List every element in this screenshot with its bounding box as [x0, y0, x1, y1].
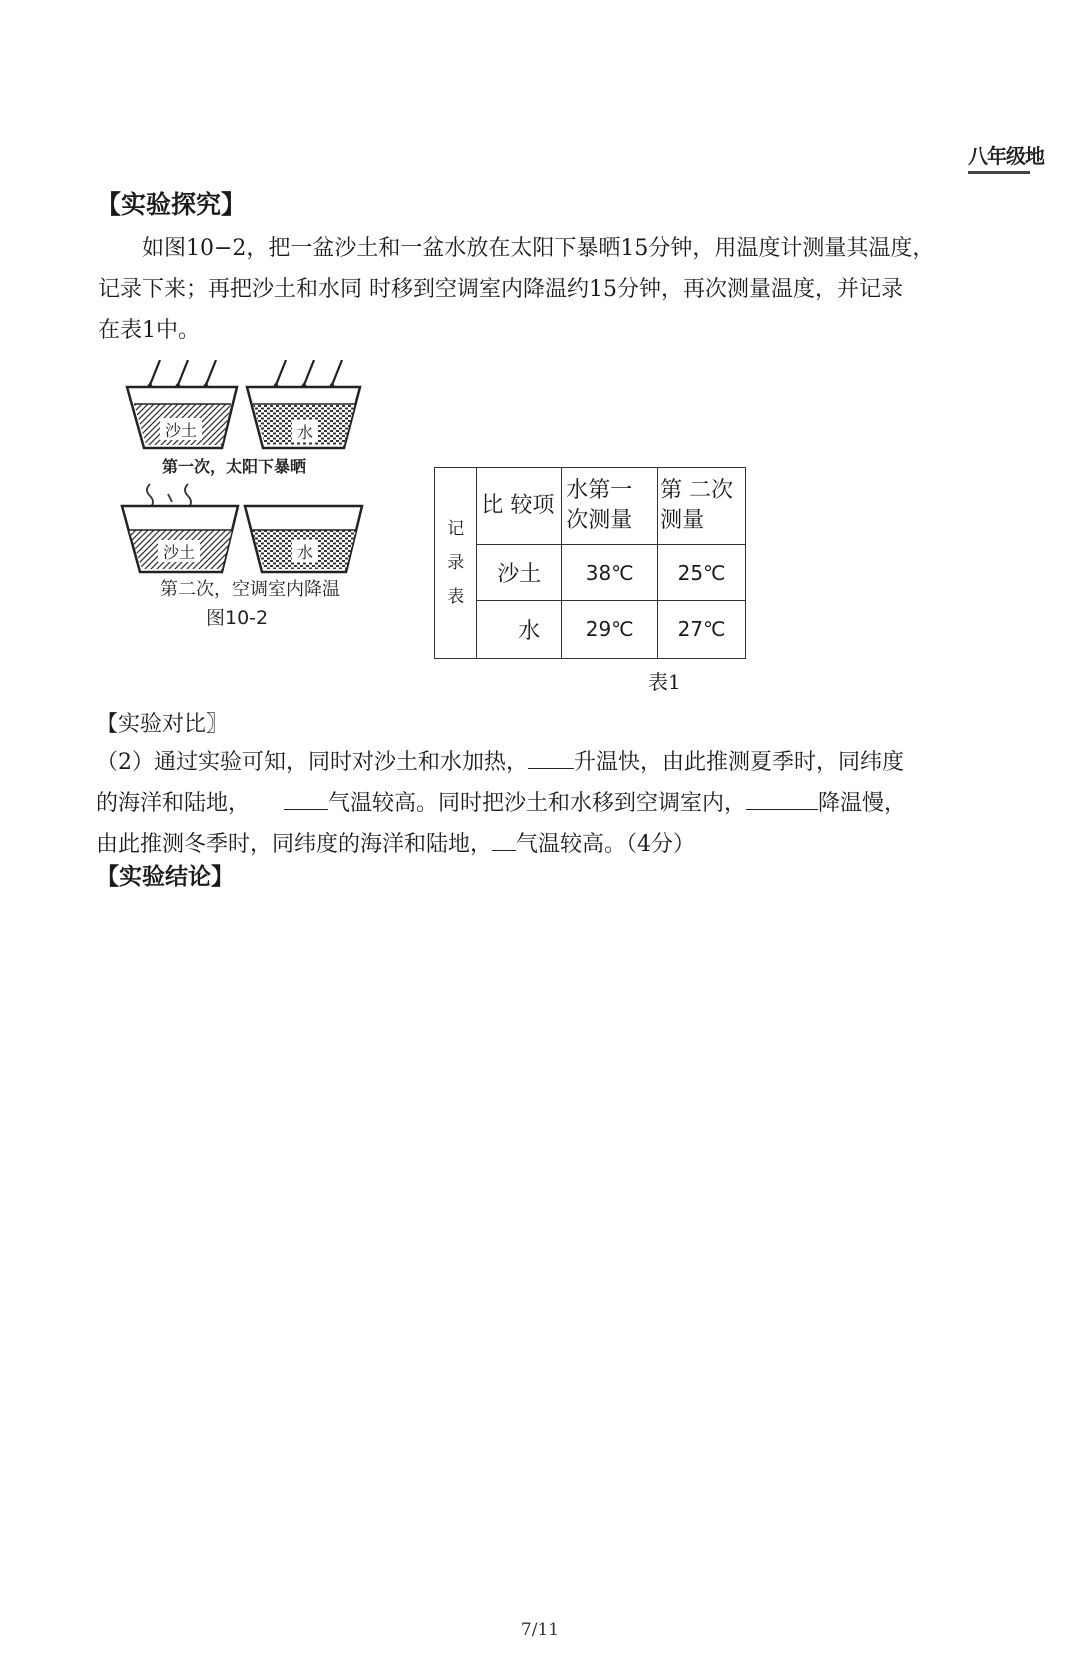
inquiry-section-title: 【实验探究】: [96, 190, 247, 219]
record-table: [434, 467, 746, 659]
table-row: [435, 545, 746, 600]
figure-10-2: [120, 360, 400, 670]
intro-line-1: 如图10−2，把一盆沙土和一盆水放在太阳下暴晒15分钟，用温度计测量其温度，: [142, 236, 935, 261]
question-text: （2）通过实验可知，同时对沙土和水加热，: [96, 750, 528, 775]
sand-first-value: 38℃: [562, 545, 658, 600]
basin-sand-second: [122, 506, 238, 572]
cool-air-marks: [147, 484, 191, 508]
side-char: 录: [447, 553, 465, 573]
caption-second: 第二次，空调室内降温: [160, 579, 340, 600]
caption-first: 第一次，太阳下暴晒: [162, 457, 307, 476]
question-paragraph: [96, 742, 996, 865]
answer-blank-2[interactable]: [284, 787, 328, 810]
answer-blank-1[interactable]: [528, 746, 574, 769]
page-number: 7/11: [520, 1620, 560, 1640]
label-water-second: 水: [296, 543, 314, 562]
intro-line-3: 在表1中。: [98, 318, 200, 343]
label-sand-first: 沙土: [164, 421, 198, 440]
question-text: 气温较高。同时把沙土和水移到空调室内，: [328, 791, 747, 816]
table-row: [435, 600, 746, 658]
label-sand-second: 沙土: [162, 543, 196, 562]
header-compare-item: 比 较项: [477, 468, 562, 545]
side-char: 记: [447, 519, 465, 539]
side-char: 表: [447, 587, 465, 607]
conclusion-section-title: 【实验结论】: [96, 863, 234, 890]
basin-water-second: [245, 506, 362, 572]
question-line-1: [96, 742, 996, 783]
question-line-2: [96, 783, 996, 824]
table-side-label: [435, 468, 477, 659]
header-second-measure: 第 二次测量: [658, 468, 746, 545]
header-first-measure: 水第一次测量: [562, 468, 658, 545]
table-caption: 表1: [648, 670, 681, 694]
header-underline: [968, 171, 1030, 174]
sand-second-value: 25℃: [658, 545, 746, 600]
question-text: 由此推测冬季时，同纬度的海洋和陆地，: [96, 832, 493, 857]
row-item-sand: 沙土: [477, 545, 562, 600]
intro-paragraph: [98, 228, 1003, 351]
water-second-value: 27℃: [658, 600, 746, 658]
answer-blank-4[interactable]: [492, 828, 516, 851]
row-item-water: 水: [477, 600, 562, 658]
question-text: 气温较高。（4分）: [516, 832, 696, 857]
grade-header-text: 八年级地: [968, 144, 1044, 168]
question-text: 的海洋和陆地，: [96, 791, 251, 816]
answer-blank-3[interactable]: [746, 787, 818, 810]
label-water-first: 水: [296, 423, 314, 442]
grade-header-mark: [968, 140, 1044, 174]
intro-line-2: 记录下来；再把沙土和水同 时移到空调室内降温约15分钟，再次测量温度，并记录: [98, 277, 903, 302]
question-text: 升温快，由此推测夏季时，同纬度: [574, 750, 905, 775]
water-first-value: 29℃: [562, 600, 658, 658]
question-text: 降温慢，: [818, 791, 907, 816]
compare-section-title: 【实验对比〗: [96, 712, 229, 737]
figure-label: 图10-2: [206, 607, 269, 629]
